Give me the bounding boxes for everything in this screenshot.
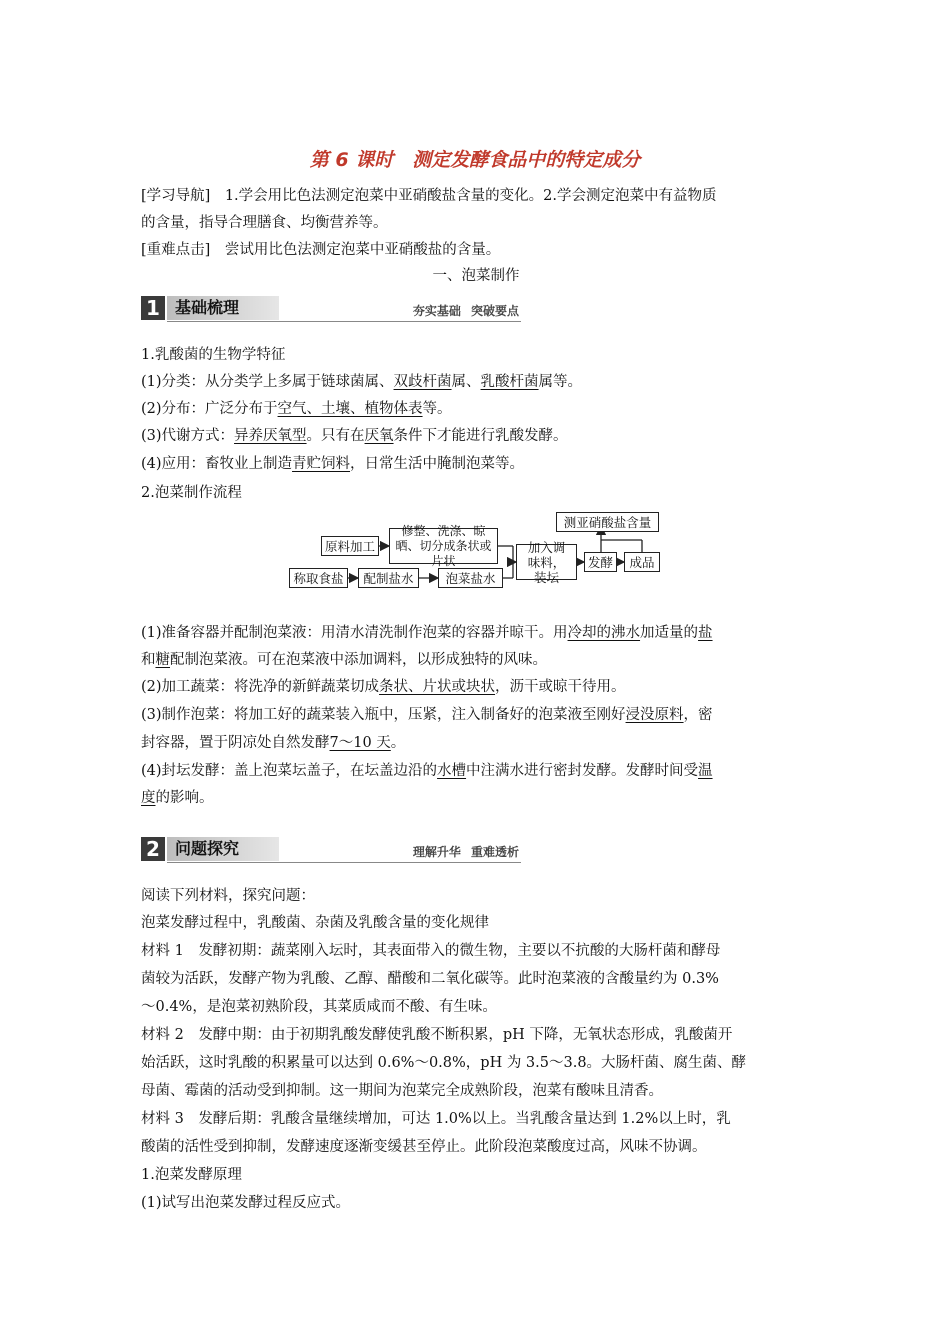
answer-underlined: 条状、片状或块状: [379, 679, 496, 695]
text: 属等。: [538, 374, 583, 390]
flow-box-weigh-salt: 称取食盐: [289, 568, 348, 588]
answer-underlined: 青贮饲料: [292, 456, 351, 472]
material-3-line-1: 材料 3 发酵后期：乳酸含量继续增加，可达 1.0%以上。当乳酸含量达到 1.2%以上时，乳: [141, 1111, 731, 1127]
text: (1)准备容器并配制泡菜液：用清水清洗制作泡菜的容器并晾干。用: [141, 625, 568, 641]
learning-guide-line-1: [学习导航] 1.学会用比色法测定泡菜中亚硝酸盐含量的变化。2.学会测定泡菜中有益物质: [141, 188, 717, 204]
answer-underlined: 空气、土壤、植物体表: [277, 401, 423, 417]
flow-box-trimming: 修整、洗涤、晾晒、切分成条状或片状: [389, 528, 498, 564]
answer-underlined: 双歧杆菌: [393, 374, 452, 390]
bio-heading: 1.乳酸菌的生物学特征: [141, 347, 286, 363]
question-heading: 1.泡菜发酵原理: [141, 1167, 242, 1183]
answer-underlined: 糖: [155, 652, 170, 668]
question-1: (1)试写出泡菜发酵过程反应式。: [141, 1195, 351, 1211]
text: ，密: [683, 707, 713, 723]
answer-underlined: 厌氧: [364, 428, 394, 444]
flow-box-raw-processing: 原料加工: [321, 536, 379, 556]
text: 和: [141, 652, 156, 668]
section-number-badge: 1: [141, 296, 165, 320]
answer-underlined: 冷却的沸水: [567, 625, 641, 641]
step-4-line-1: [141, 758, 811, 785]
section-tagline: 理解升华 重难透析: [412, 845, 519, 859]
answer-underlined: 异养厌氧型: [234, 428, 307, 444]
section-tagline: 夯实基础 突破要点: [412, 304, 519, 318]
text: (3)代谢方式：: [141, 428, 235, 444]
text: 封容器，置于阴凉处自然发酵: [141, 735, 330, 751]
flow-box-pickle-brine: 泡菜盐水: [438, 568, 503, 588]
inquiry-topic: 泡菜发酵过程中，乳酸菌、杂菌及乳酸含量的变化规律: [141, 915, 489, 931]
flow-box-prepare-brine: 配制盐水: [358, 568, 419, 588]
answer-underlined: 7～10 天: [329, 735, 391, 751]
inquiry-intro: 阅读下列材料，探究问题：: [141, 888, 315, 904]
text: 等。: [422, 401, 452, 417]
answer-underlined: 度: [141, 790, 156, 806]
flow-heading: 2.泡菜制作流程: [141, 485, 242, 501]
step-1-line-2: [141, 647, 811, 674]
answer-underlined: 水槽: [437, 763, 467, 779]
answer-underlined: 盐: [698, 625, 713, 641]
material-3-line-2: 酸菌的活性受到抑制，发酵速度逐渐变缓甚至停止。此阶段泡菜酸度过高，风味不协调。: [141, 1139, 707, 1155]
key-point-line: [重难点击] 尝试用比色法测定泡菜中亚硝酸盐的含量。: [141, 242, 501, 258]
flow-box-seasoning: 加入调味料，装坛: [516, 544, 577, 580]
text: (3)制作泡菜：将加工好的蔬菜装入瓶中，压紧，注入制备好的泡菜液至刚好: [141, 707, 626, 723]
text: 的影响。: [155, 790, 214, 806]
material-1-line-3: ～0.4%，是泡菜初熟阶段，其菜质咸而不酸、有生味。: [141, 999, 497, 1015]
section-rule: [167, 862, 521, 863]
text: 条件下才能进行乳酸发酵。: [393, 428, 568, 444]
text: 加适量的: [640, 625, 699, 641]
answer-underlined: 乳酸杆菌: [480, 374, 539, 390]
section-header-inquiry: [141, 837, 521, 861]
material-2-line-3: 母菌、霉菌的活动受到抑制。这一期间为泡菜完全成熟阶段，泡菜有酸味且清香。: [141, 1083, 663, 1099]
text: 。只有在: [306, 428, 365, 444]
material-1-line-2: 菌较为活跃，发酵产物为乳酸、乙醇、醋酸和二氧化碳等。此时泡菜液的含酸量约为 0.3%: [141, 971, 719, 987]
text: 配制泡菜液。可在泡菜液中添加调料，以形成独特的风味。: [170, 652, 547, 668]
material-2-line-2: 始活跃，这时乳酸的积累量可以达到 0.6%～0.8%，pH 为 3.5～3.8。大肠杆菌、腐生菌、酵: [141, 1055, 747, 1071]
step-4-line-2: [141, 785, 811, 812]
text: (2)分布：广泛分布于: [141, 401, 278, 417]
page-title: 第 6 课时 测定发酵食品中的特定成分: [309, 149, 641, 171]
section-name: 问题探究: [175, 839, 240, 858]
text: (4)应用：畜牧业上制造: [141, 456, 293, 472]
flow-box-product: 成品: [624, 552, 660, 572]
text: 属、: [451, 374, 481, 390]
text: (2)加工蔬菜：将洗净的新鲜蔬菜切成: [141, 679, 380, 695]
step-3-line-2: [141, 730, 811, 757]
text: 。: [390, 735, 406, 751]
text: ，沥干或晾干待用。: [495, 679, 626, 695]
section-number-badge: 2: [141, 837, 165, 861]
answer-underlined: 温: [698, 763, 713, 779]
flow-box-fermentation: 发酵: [584, 552, 617, 572]
text: (4)封坛发酵：盖上泡菜坛盖子，在坛盖边沿的: [141, 763, 438, 779]
learning-guide-line-2: 的含量，指导合理膳食、均衡营养等。: [141, 215, 388, 231]
step-3-line-1: [141, 702, 811, 729]
section-name: 基础梳理: [175, 298, 240, 317]
flow-box-measure-nitrite: 测亚硝酸盐含量: [556, 512, 659, 532]
text: 中注满水进行密封发酵。发酵时间受: [466, 763, 699, 779]
step-1-line-1: [141, 620, 811, 647]
material-1-line-1: 材料 1 发酵初期：蔬菜刚入坛时，其表面带入的微生物，主要以不抗酸的大肠杆菌和酵母: [141, 943, 721, 959]
text: (1)分类：从分类学上多属于链球菌属、: [141, 374, 394, 390]
material-2-line-1: 材料 2 发酵中期：由于初期乳酸发酵使乳酸不断积累，pH 下降，无氧状态形成，乳酸菌开: [141, 1027, 733, 1043]
text: ，日常生活中腌制泡菜等。: [350, 456, 525, 472]
answer-underlined: 浸没原料: [625, 707, 684, 723]
step-2-line: [141, 674, 811, 701]
part-heading: 一、泡菜制作: [432, 268, 520, 284]
